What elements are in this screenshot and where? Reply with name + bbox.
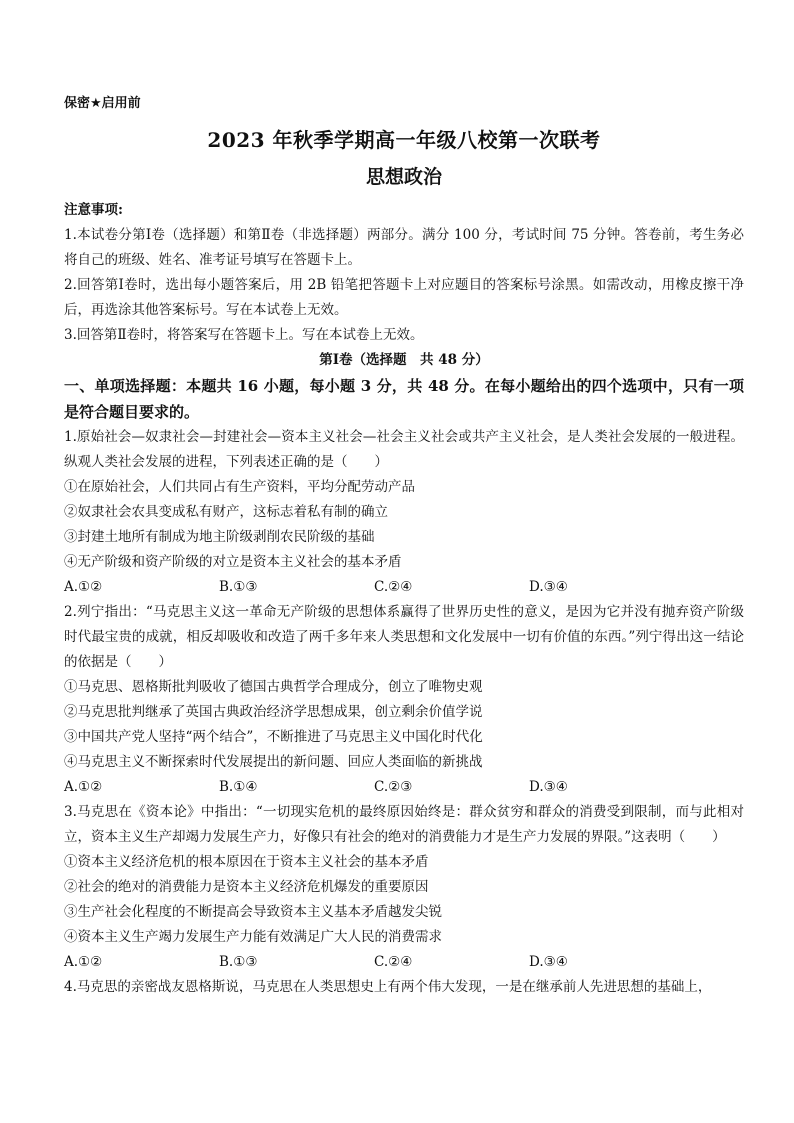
option-c: C.②④ xyxy=(374,579,413,595)
note-item: 1.本试卷分第Ⅰ卷（选择题）和第Ⅱ卷（非选择题）两部分。满分 100 分，考试时间 75 分钟。答卷前，考生务必将自己的班级、姓名、准考证号填写在答题卡上。 xyxy=(64,227,744,268)
part1-heading: 第Ⅰ卷（选择题 共 48 分） xyxy=(319,352,489,368)
question-item: ②马克思批判继承了英国古典政治经济学思想成果，创立剩余价值学说 xyxy=(64,704,483,720)
question-item: ②社会的绝对的消费能力是资本主义经济危机爆发的重要原因 xyxy=(64,879,429,895)
question-item: ④马克思主义不断探索时代发展提出的新问题、回应人类面临的新挑战 xyxy=(64,754,483,770)
question-item: ①资本主义经济危机的根本原因在于资本主义社会的基本矛盾 xyxy=(64,854,429,870)
option-b: B.①③ xyxy=(219,954,258,970)
subject-title: 思想政治 xyxy=(365,166,442,188)
option-b: B.①④ xyxy=(219,779,258,795)
question-item: ①在原始社会，人们共同占有生产资料，平均分配劳动产品 xyxy=(64,479,415,495)
question-item: ②奴隶社会农具变成私有财产，这标志着私有制的确立 xyxy=(64,504,388,520)
question-item: ③生产社会化程度的不断提高会导致资本主义基本矛盾越发尖锐 xyxy=(64,904,442,920)
question-stem: 3.马克思在《资本论》中指出：“一切现实危机的最终原因始终是：群众贫穷和群众的消费受到限制，而与此相对立，资本主义生产却竭力发展生产力，好像只有社会的绝对的消费能力才是生产力发展的界限。”这表明（ ） xyxy=(64,804,744,845)
option-d: D.③④ xyxy=(529,579,568,595)
answer-options xyxy=(64,775,744,800)
notes-heading: 注意事项: xyxy=(64,202,123,218)
option-d: D.③④ xyxy=(529,954,568,970)
confidential-label: 保密★启用前 xyxy=(64,96,141,111)
question-item: ④资本主义生产竭力发展生产力能有效满足广大人民的消费需求 xyxy=(64,929,442,945)
option-b: B.①③ xyxy=(219,579,258,595)
question-item: ①马克思、恩格斯批判吸收了德国古典哲学合理成分，创立了唯物史观 xyxy=(64,679,483,695)
question-item: ④无产阶级和资产阶级的对立是资本主义社会的基本矛盾 xyxy=(64,554,402,570)
question-item: ③封建土地所有制成为地主阶级剥削农民阶级的基础 xyxy=(64,529,375,545)
option-c: C.②③ xyxy=(374,779,413,795)
answer-options xyxy=(64,575,744,600)
question-stem: 4.马克思的亲密战友恩格斯说，马克思在人类思想史上有两个伟大发现，一是在继承前人先进思想的基础上， xyxy=(64,979,712,995)
option-d: D.③④ xyxy=(529,779,568,795)
option-a: A.①② xyxy=(64,779,103,795)
option-a: A.①② xyxy=(64,954,103,970)
exam-title: 2023 年秋季学期高一年级八校第一次联考 xyxy=(207,128,601,152)
question-item: ③中国共产党人坚持“两个结合”，不断推进了马克思主义中国化时代化 xyxy=(64,729,483,745)
question-stem: 2.列宁指出：“马克思主义这一革命无产阶级的思想体系赢得了世界历史性的意义，是因为它并没有抛弃资产阶级时代最宝贵的成就，相反却吸收和改造了两千多年来人类思想和文化发展中一切有价值的东西。”列宁得出这一结论的依据是（ ） xyxy=(64,604,744,670)
answer-options xyxy=(64,950,744,975)
option-c: C.②④ xyxy=(374,954,413,970)
note-item: 2.回答第Ⅰ卷时，选出每小题答案后，用 2B 铅笔把答题卡上对应题目的答案标号涂黑。如需改动，用橡皮擦干净后，再选涂其他答案标号。写在本试卷上无效。 xyxy=(64,277,744,318)
option-a: A.①② xyxy=(64,579,103,595)
exam-body xyxy=(64,198,744,1000)
note-item: 3.回答第Ⅱ卷时，将答案写在答题卡上。写在本试卷上无效。 xyxy=(64,327,424,343)
question-stem: 1.原始社会—奴隶社会—封建社会—资本主义社会—社会主义社会或共产主义社会，是人类社会发展的一般进程。纵观人类社会发展的进程，下列表述正确的是（ ） xyxy=(64,429,744,470)
section-heading: 一、单项选择题：本题共 16 小题，每小题 3 分，共 48 分。在每小题给出的四个选项中，只有一项是符合题目要求的。 xyxy=(64,377,744,421)
